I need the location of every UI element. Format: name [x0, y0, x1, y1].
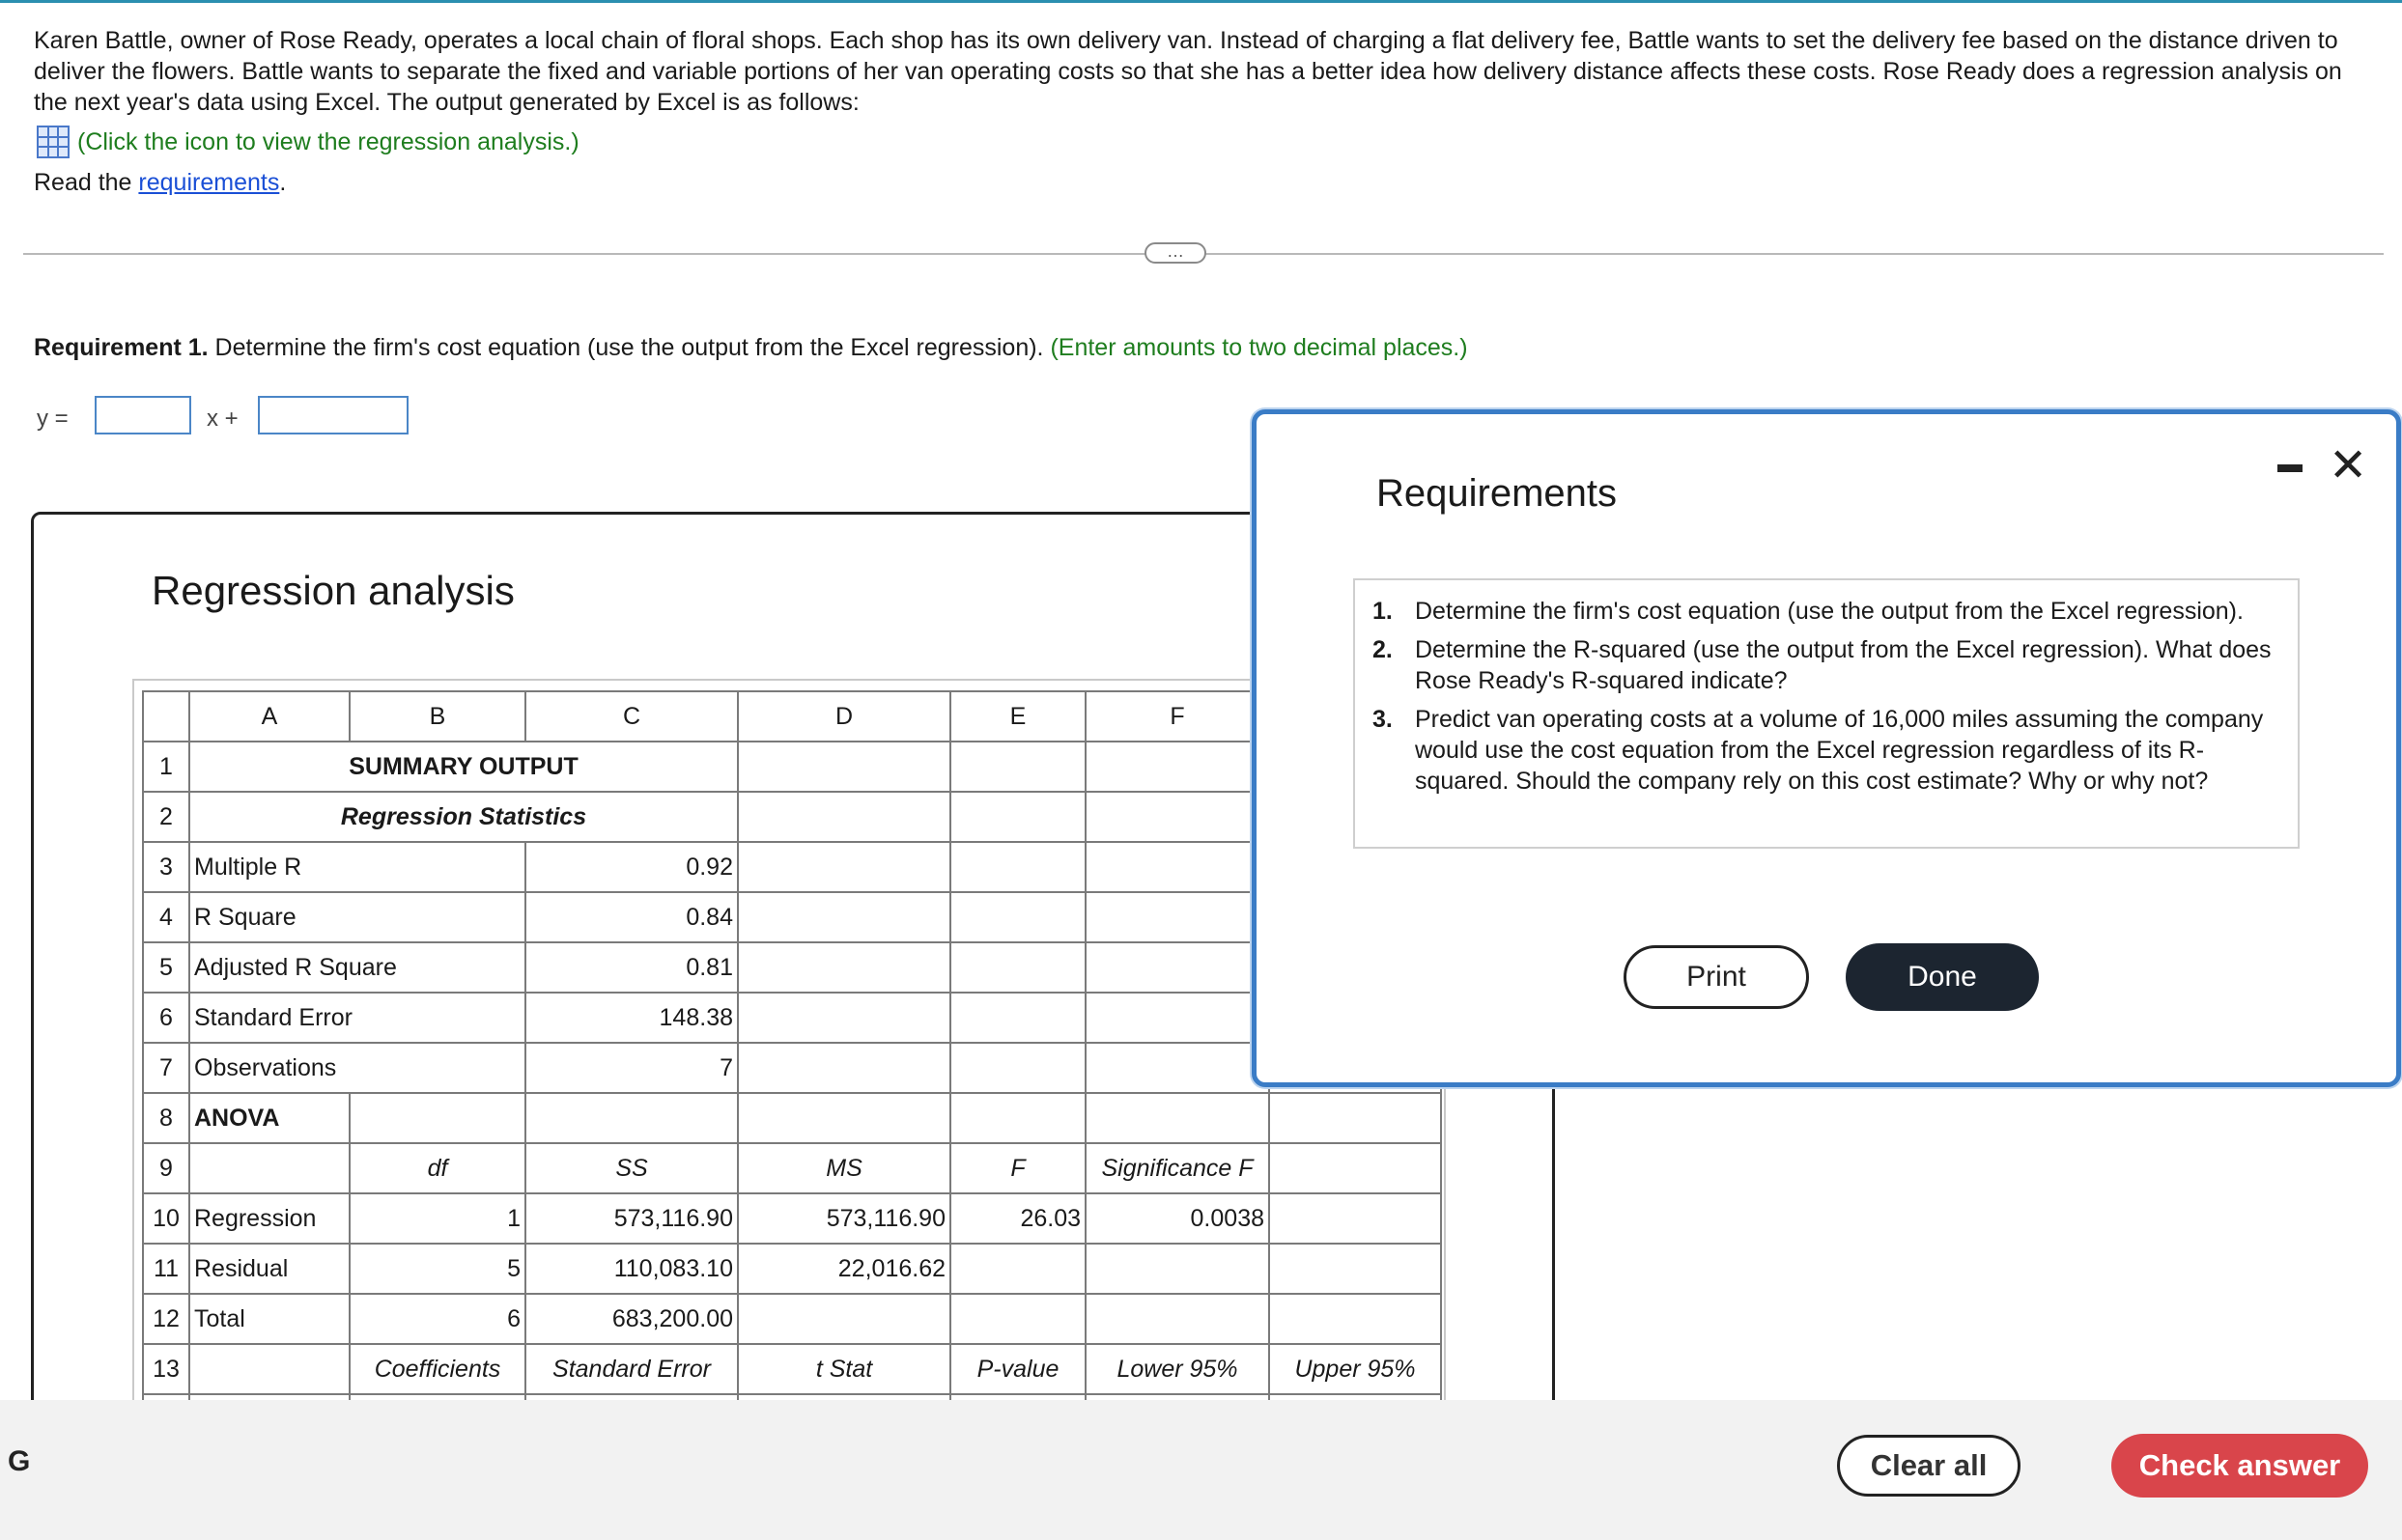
stat-label: Observations [189, 1043, 525, 1093]
table-row [143, 1093, 1441, 1143]
cell [350, 1093, 525, 1143]
table-row [143, 1294, 1441, 1344]
cell [950, 1093, 1086, 1143]
cell [950, 842, 1086, 892]
cell [950, 993, 1086, 1043]
coef-header: Upper 95% [1269, 1344, 1441, 1394]
anova-ms [738, 1294, 950, 1344]
cell [189, 1344, 350, 1394]
spreadsheet-icon[interactable] [37, 126, 70, 158]
item-number: 3. [1372, 706, 1393, 733]
requirements-list-box [1353, 578, 2300, 849]
column-header: A [189, 691, 350, 742]
done-button[interactable]: Done [1846, 943, 2039, 1011]
cell [525, 1093, 738, 1143]
stat-value: 0.92 [525, 842, 738, 892]
y-equals-label: y = [37, 406, 69, 432]
coef-header: Standard Error [525, 1344, 738, 1394]
top-accent-line [0, 0, 2402, 3]
coef-header: P-value [950, 1344, 1086, 1394]
requirements-title: Requirements [1376, 472, 1618, 515]
row-number: 4 [143, 892, 189, 942]
cell [1269, 1143, 1441, 1193]
cell [738, 842, 950, 892]
anova-ms: 22,016.62 [738, 1244, 950, 1294]
anova-significance [1086, 1244, 1269, 1294]
cell [738, 792, 950, 842]
anova-f [950, 1294, 1086, 1344]
cell [1086, 1093, 1269, 1143]
row-number: 11 [143, 1244, 189, 1294]
cell [1086, 1043, 1269, 1093]
clear-all-button[interactable]: Clear all [1837, 1435, 2021, 1497]
cell [950, 742, 1086, 792]
requirement-1-prompt [34, 334, 1468, 362]
coef-header: Coefficients [350, 1344, 525, 1394]
cell [950, 792, 1086, 842]
column-header: B [350, 691, 525, 742]
anova-heading: ANOVA [189, 1093, 350, 1143]
cell [950, 942, 1086, 993]
read-requirements-line [34, 169, 286, 197]
regression-output-table [142, 690, 1442, 1496]
minimize-icon[interactable] [2277, 464, 2303, 472]
anova-label: Regression [189, 1193, 350, 1244]
cell [738, 942, 950, 993]
anova-f: 26.03 [950, 1193, 1086, 1244]
stat-label: R Square [189, 892, 525, 942]
cell [1269, 1294, 1441, 1344]
more-button[interactable]: … [1144, 242, 1206, 264]
column-header: D [738, 691, 950, 742]
anova-ms: 573,116.90 [738, 1193, 950, 1244]
row-number: 9 [143, 1143, 189, 1193]
row-number: 7 [143, 1043, 189, 1093]
row-number: 10 [143, 1193, 189, 1244]
cell [1086, 742, 1269, 792]
slope-input[interactable] [95, 396, 191, 434]
anova-header: MS [738, 1143, 950, 1193]
cell [738, 1043, 950, 1093]
cell [950, 892, 1086, 942]
table-row [143, 1193, 1441, 1244]
intercept-input[interactable] [258, 396, 409, 434]
cell [1269, 1193, 1441, 1244]
item-number: 1. [1372, 598, 1393, 625]
table-row [143, 1244, 1441, 1294]
requirement-1-text: Determine the firm's cost equation (use the output from the Excel regression). [208, 334, 1051, 361]
anova-f [950, 1244, 1086, 1294]
cell [1269, 1244, 1441, 1294]
row-number: 13 [143, 1344, 189, 1394]
column-header: E [950, 691, 1086, 742]
anova-label: Total [189, 1294, 350, 1344]
anova-significance [1086, 1294, 1269, 1344]
coef-header: Lower 95% [1086, 1344, 1269, 1394]
bottom-left-letter: G [8, 1445, 31, 1477]
cell [738, 1093, 950, 1143]
table-row [143, 792, 1441, 842]
anova-header: Significance F [1086, 1143, 1269, 1193]
bottom-action-bar [0, 1400, 2402, 1540]
corner-cell [143, 691, 189, 742]
anova-ss: 573,116.90 [525, 1193, 738, 1244]
cell [738, 892, 950, 942]
table-row [143, 842, 1441, 892]
regression-hint-text[interactable]: (Click the icon to view the regression analysis.) [77, 127, 579, 155]
item-text: Determine the R-squared (use the output from the Excel regression). What does Rose Ready's R-squared indicate? [1415, 636, 2272, 694]
requirement-1-hint: (Enter amounts to two decimal places.) [1050, 334, 1468, 361]
cell [1086, 792, 1269, 842]
regression-statistics-heading: Regression Statistics [189, 792, 738, 842]
item-text: Predict van operating costs at a volume of 16,000 miles assuming the company would use the cost equation from the Excel regression regardless of its R-squared. Should the company rely on this cost estimate? Why or why not? [1415, 706, 2264, 795]
table-row [143, 742, 1441, 792]
anova-df: 1 [350, 1193, 525, 1244]
cell [950, 1043, 1086, 1093]
anova-header: SS [525, 1143, 738, 1193]
read-prefix: Read the [34, 169, 139, 196]
requirements-modal [1252, 409, 2401, 1087]
summary-output-heading: SUMMARY OUTPUT [189, 742, 738, 792]
table-row [143, 942, 1441, 993]
print-button[interactable]: Print [1624, 945, 1809, 1009]
x-plus-label: x + [207, 406, 239, 432]
regression-icon-hint[interactable] [37, 126, 579, 158]
stat-value: 148.38 [525, 993, 738, 1043]
anova-ss: 683,200.00 [525, 1294, 738, 1344]
row-number: 8 [143, 1093, 189, 1143]
stat-label: Standard Error [189, 993, 525, 1043]
table-row [143, 993, 1441, 1043]
cell [738, 742, 950, 792]
requirements-link[interactable]: requirements [138, 169, 280, 196]
anova-df: 5 [350, 1244, 525, 1294]
cell [189, 1143, 350, 1193]
read-suffix: . [279, 169, 287, 196]
stat-label: Multiple R [189, 842, 525, 892]
table-row [143, 1043, 1441, 1093]
anova-ss: 110,083.10 [525, 1244, 738, 1294]
check-answer-button[interactable]: Check answer [2111, 1434, 2368, 1498]
anova-significance: 0.0038 [1086, 1193, 1269, 1244]
stat-value: 0.84 [525, 892, 738, 942]
requirement-1-label: Requirement 1. [34, 334, 209, 361]
column-header: C [525, 691, 738, 742]
row-number: 1 [143, 742, 189, 792]
cell [1086, 892, 1269, 942]
stat-value: 0.81 [525, 942, 738, 993]
table-row [143, 892, 1441, 942]
problem-statement: Karen Battle, owner of Rose Ready, operates a local chain of floral shops. Each shop has its own delivery van. Instead of charging a flat delivery fee, Battle wants to set the delivery fee based on the distance driven to deliver the flowers. Battle wants to separate the fixed and variable portions of her van operating costs so that she has a better idea how delivery distance affects these costs. Rose Ready does a regression analysis on the next year's data using Excel. The output generated by Excel is as follows: [34, 27, 2342, 116]
column-header: F [1086, 691, 1269, 742]
item-number: 2. [1372, 636, 1393, 663]
column-header-row [143, 691, 1441, 742]
list-item [1372, 704, 2280, 797]
regression-window-title: Regression analysis [152, 568, 515, 613]
item-text: Determine the firm's cost equation (use the output from the Excel regression). [1415, 598, 2244, 625]
close-icon[interactable]: ✕ [2329, 440, 2368, 491]
anova-header: df [350, 1143, 525, 1193]
row-number: 6 [143, 993, 189, 1043]
coef-header: t Stat [738, 1344, 950, 1394]
cell [1269, 1093, 1441, 1143]
table-row [143, 1143, 1441, 1193]
cell [1086, 842, 1269, 892]
row-number: 12 [143, 1294, 189, 1344]
anova-header: F [950, 1143, 1086, 1193]
row-number: 2 [143, 792, 189, 842]
list-item [1372, 634, 2280, 696]
cell [738, 993, 950, 1043]
list-item [1372, 596, 2280, 627]
row-number: 3 [143, 842, 189, 892]
anova-df: 6 [350, 1294, 525, 1344]
row-number: 5 [143, 942, 189, 993]
table-row [143, 1344, 1441, 1394]
cell [1086, 993, 1269, 1043]
cell [1086, 942, 1269, 993]
stat-value: 7 [525, 1043, 738, 1093]
stat-label: Adjusted R Square [189, 942, 525, 993]
anova-label: Residual [189, 1244, 350, 1294]
